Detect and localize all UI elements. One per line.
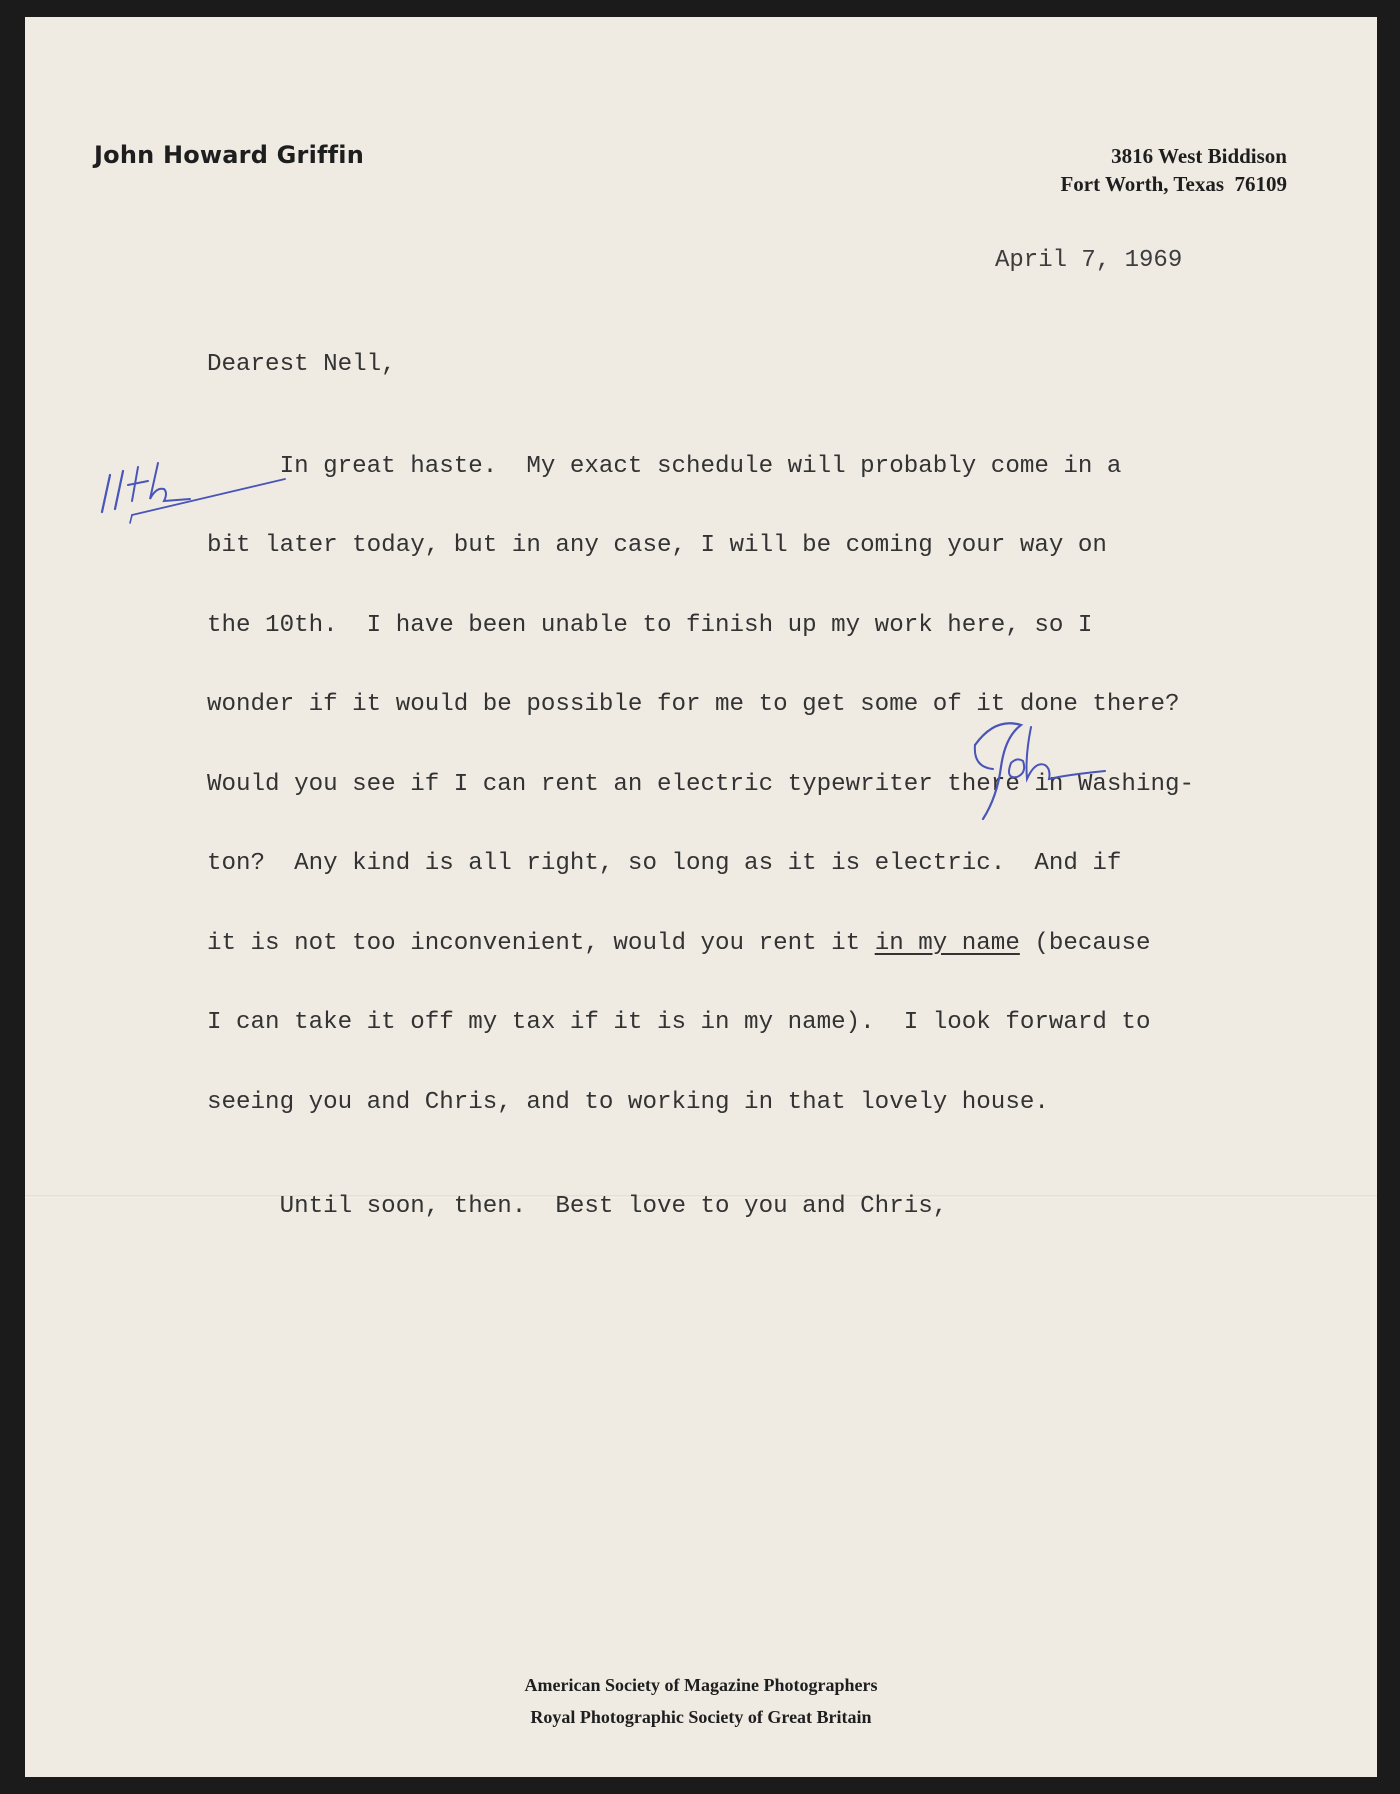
body-line: [207, 931, 1327, 958]
address-city: Fort Worth, Texas 76109: [1060, 172, 1287, 196]
body-line: the 10th. I have been unable to finish up my work here, so I: [207, 611, 1093, 639]
body-line: I can take it off my tax if it is in my name). I look forward to: [207, 1009, 1151, 1036]
body-line-end: (because: [1019, 929, 1151, 957]
letterhead-address: [1060, 142, 1287, 198]
letterhead-footer: [25, 1669, 1377, 1733]
body-line: wonder if it would be possible for me to get some of it done there?: [207, 691, 1180, 718]
letter-date: April 7, 1969: [995, 247, 1183, 274]
address-street: 3816 West Biddison: [1111, 144, 1287, 168]
body-line: Would you see if I can rent an electric typewriter there in Washing-: [207, 770, 1195, 798]
closing-line: Until soon, then. Best love to you and Chris,: [207, 1193, 948, 1220]
body-line: ton? Any kind is all right, so long as it is electric. And if: [207, 850, 1122, 877]
handwritten-annotation-11th: [90, 457, 300, 537]
body-line-start: it is not too inconvenient, would you rent it: [207, 929, 875, 957]
underlined-phrase: in my name: [874, 929, 1020, 957]
letterhead-name: John Howard Griffin: [94, 141, 365, 169]
salutation: Dearest Nell,: [207, 351, 396, 378]
body-line: bit later today, but in any case, I will be coming your way on: [207, 532, 1107, 559]
body-line: In great haste. My exact schedule will probably come in a: [207, 452, 1122, 480]
signature-john: [965, 707, 1165, 827]
footer-society-1: American Society of Magazine Photographers: [524, 1675, 878, 1695]
letter-page: [25, 17, 1377, 1777]
footer-society-2: Royal Photographic Society of Great Britain: [530, 1707, 872, 1727]
body-line: seeing you and Chris, and to working in that lovely house.: [207, 1088, 1049, 1116]
